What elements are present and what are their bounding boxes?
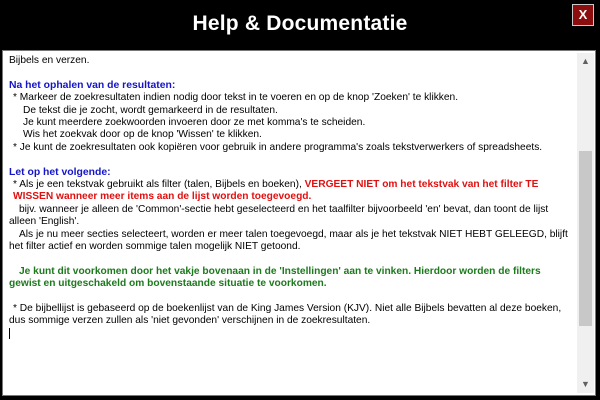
text-line: Wis het zoekvak door op de knop 'Wissen' te klikken. (23, 129, 262, 141)
text-line: Je kunt meerdere zoekwoorden invoeren door ze met komma's te scheiden. (23, 117, 366, 129)
text-paragraph: bijv. wanneer je alleen de 'Common'-sectie hebt geselecteerd en het taalfilter bijvoorbeeld 'en' bevat, dan toont de lijst alleen 'English'. (9, 203, 549, 228)
title-bar (0, 0, 600, 50)
section-heading-attention: Let op het volgende: (9, 166, 111, 178)
text-line: De tekst die je zocht, wordt gemarkeerd in de resultaten. (23, 104, 278, 116)
close-button[interactable]: X (572, 4, 594, 26)
text-paragraph: Als je nu meer secties selecteert, worden er meer talen toegevoegd, maar als je het tekstvak NIET HEBT GELEEGD, blijft het filter actief en worden sommige talen mogelijk NIET getoond. (9, 228, 568, 253)
warning-text: VERGEET NIET om het tekstvak van het filter TE WISSEN wanneer meer items aan de lijst worden toegevoegd. (13, 179, 539, 203)
help-text-content[interactable] (9, 55, 571, 340)
scroll-up-icon[interactable]: ▲ (581, 56, 590, 66)
footer-note: * De bijbellijst is gebaseerd op de boekenlijst van de King James Version (KJV). Niet alle Bijbels bevatten al deze boeken, dus sommige verzen zullen als 'niet gevonden' verschijnen in de zoekresultaten. (9, 303, 562, 327)
vertical-scrollbar[interactable] (577, 53, 594, 393)
text-line: * Markeer de zoekresultaten indien nodig door tekst in te voeren en op de knop 'Zoeken' te klikken. (13, 92, 459, 104)
scroll-thumb[interactable] (579, 151, 592, 326)
text-line: Bijbels en verzen. (9, 55, 90, 66)
scroll-down-icon[interactable]: ▼ (581, 379, 590, 389)
help-text-box[interactable] (2, 50, 596, 396)
text-caret (9, 328, 10, 339)
warning-paragraph (9, 179, 571, 204)
text-line: * Je kunt de zoekresultaten ook kopiëren voor gebruik in andere programma's zoals tekstverwerkers of spreadsheets. (13, 141, 543, 153)
section-heading-results: Na het ophalen van de resultaten: (9, 79, 176, 91)
tip-note: Je kunt dit voorkomen door het vakje bovenaan in de 'Instellingen' aan te vinken. Hierdoor worden de filters gewist en uitgeschakeld om bovenstaande situatie te voorkomen. (9, 265, 541, 290)
text-cursor-line (9, 328, 571, 341)
window-title: Help & Documentatie (192, 12, 408, 35)
text-span: * Als je een tekstvak gebruikt als filter (talen, Bijbels en boeken), (13, 179, 305, 191)
